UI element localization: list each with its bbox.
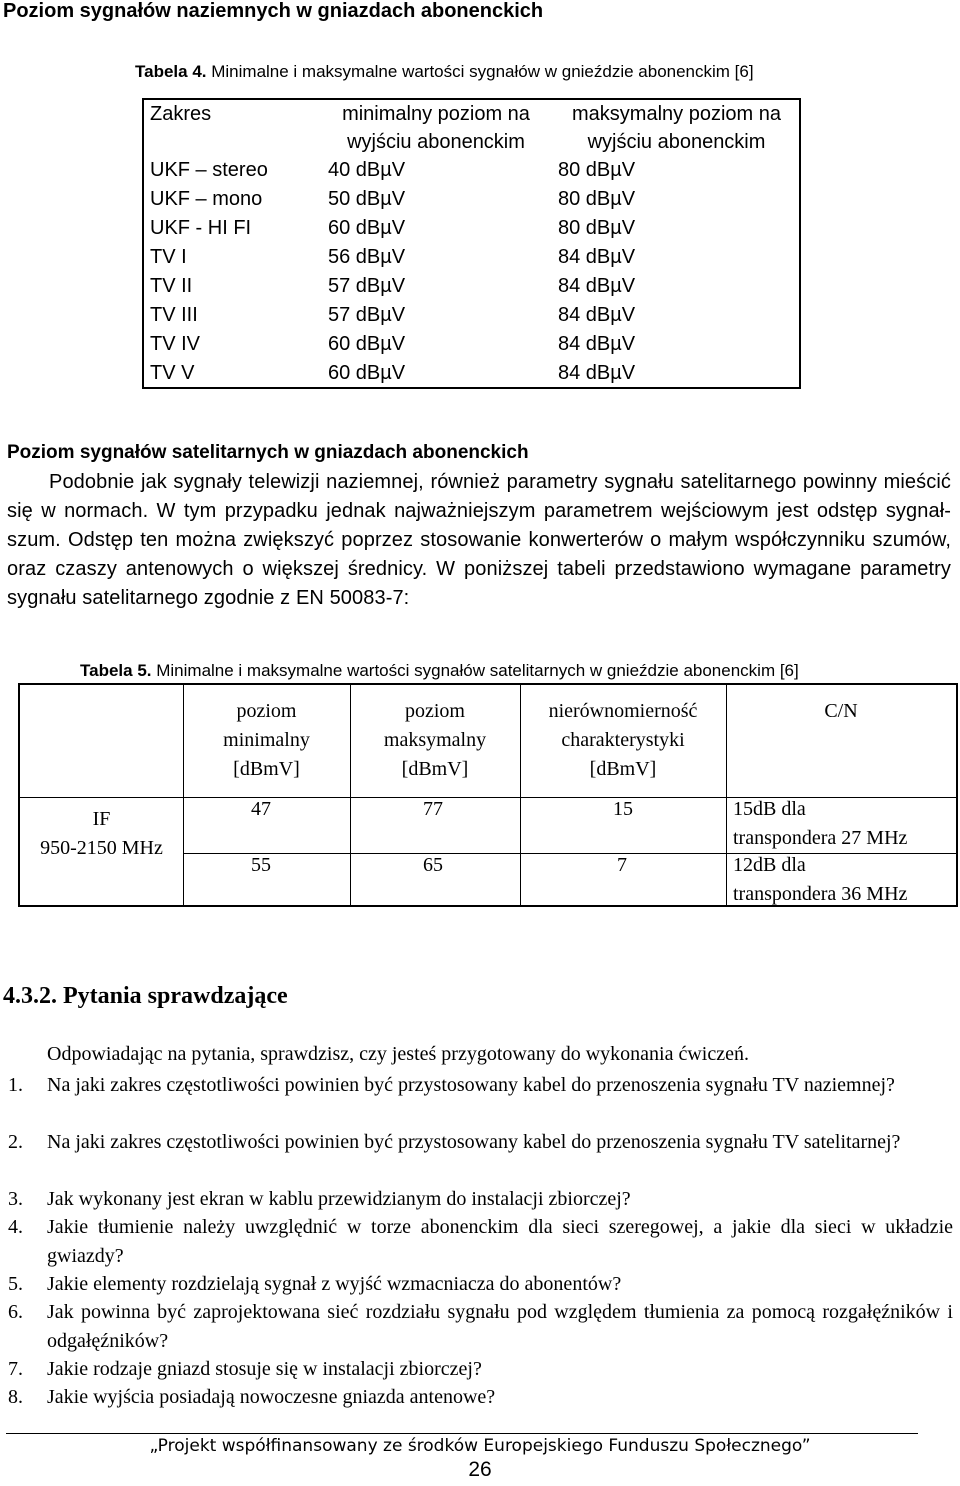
question-text: Jakie wyjścia posiadają nowoczesne gniazda antenowe?	[47, 1386, 496, 1408]
table5	[18, 683, 958, 907]
table4-cell-min: 60 dBµV	[328, 217, 406, 239]
table4-cell-min: 60 dBµV	[328, 362, 406, 384]
table5-cell-cn-line: 12dB dla	[733, 854, 806, 876]
table4-cell-min: 50 dBµV	[328, 188, 406, 210]
table5-cell-max: 65	[423, 854, 443, 876]
table5-cell-cn	[733, 795, 907, 853]
section-title-questions: 4.3.2. Pytania sprawdzające	[3, 983, 288, 1009]
table5-header-max-line: [dBmV]	[401, 758, 469, 780]
questions-intro: Odpowiadając na pytania, sprawdzisz, czy jesteś przygotowany do wykonania ćwiczeń.	[47, 1043, 749, 1065]
table4-header-max-2: wyjściu abonenckim	[587, 131, 766, 153]
question-number: 7.	[8, 1358, 23, 1380]
table4-caption-label: Tabela 4.	[135, 62, 207, 81]
table4-cell-max: 84 dBµV	[558, 362, 636, 384]
question-number: 6.	[8, 1301, 23, 1323]
table4-cell-range: TV I	[150, 246, 187, 268]
table5-cell-flat: 7	[617, 854, 627, 876]
section-title-terrestrial: Poziom sygnałów naziemnych w gniazdach abonenckich	[3, 0, 544, 22]
table5-cell-cn-line: 15dB dla	[733, 798, 806, 820]
table4-cell-max: 84 dBµV	[558, 333, 636, 355]
satellite-paragraph-text: Podobnie jak sygnały telewizji naziemnej, również parametry sygnału satelitarnego powinny mieścić się w normach. W tym przypadku jednak najważniejszym parametrem wejściowym jest odstęp sygnał-szum. Odstęp ten można zwiększyć poprzez stosowanie konwerterów o małym współczynniku szumów, oraz czaszy antenowych o większej średnicy. W poniższej tabeli przedstawiono wymagane parametry sygnału satelitarnego zgodnie z EN 50083-7:	[7, 471, 951, 609]
table4-cell-min: 40 dBµV	[328, 159, 406, 181]
footer-divider	[6, 1433, 918, 1434]
question-number: 3.	[8, 1188, 23, 1210]
table5-header-flat-line: charakterystyki	[561, 729, 685, 751]
table5-header-cn: C/N	[824, 700, 858, 722]
table4-cell-range: TV II	[150, 275, 193, 297]
table4-cell-min: 60 dBµV	[328, 333, 406, 355]
table5-cell-min: 55	[251, 854, 271, 876]
table5-cell-min: 47	[251, 798, 271, 820]
table4-cell-max: 84 dBµV	[558, 304, 636, 326]
question-number: 5.	[8, 1273, 23, 1295]
question-number: 1.	[8, 1074, 23, 1096]
table4-cell-max: 80 dBµV	[558, 188, 636, 210]
question-number: 4.	[8, 1216, 23, 1238]
table4-cell-range: TV IV	[150, 333, 201, 355]
table4-cell-max: 84 dBµV	[558, 246, 636, 268]
table4-cell-range: UKF – mono	[150, 188, 263, 210]
table5-row-label-line: 950-2150 MHz	[40, 837, 163, 859]
question-text: Jakie elementy rozdzielają sygnał z wyjść wzmacniacza do abonentów?	[47, 1273, 622, 1295]
table5-header-flat-line: [dBmV]	[589, 758, 657, 780]
question-text: Na jaki zakres częstotliwości powinien być przystosowany kabel do przenoszenia sygnału TV naziemnej?	[47, 1074, 895, 1096]
table5-header-max-line: maksymalny	[383, 729, 487, 751]
question-number: 8.	[8, 1386, 23, 1408]
table5-header-max-line: poziom	[405, 700, 465, 722]
table4-header-max-1: maksymalny poziom na	[572, 103, 781, 125]
table5-caption-text: Minimalne i maksymalne wartości sygnałów satelitarnych w gnieździe abonenckim [6]	[156, 661, 799, 680]
table5-header-min-line: poziom	[236, 700, 297, 722]
table4-cell-range: UKF - HI FI	[150, 217, 252, 239]
table4-cell-min: 57 dBµV	[328, 275, 406, 297]
question-text: Na jaki zakres częstotliwości powinien być przystosowany kabel do przenoszenia sygnału TV satelitarnej?	[47, 1131, 901, 1153]
table4-cell-max: 80 dBµV	[558, 159, 636, 181]
table5-header-flatness	[520, 697, 726, 784]
question-text: Jak powinna być zaprojektowana sieć rozdziału sygnału pod względem tłumienia za pomocą rozgałęźników i odgałęźników?	[47, 1301, 953, 1352]
table4-header-range: Zakres	[150, 103, 212, 125]
table5-caption	[80, 661, 799, 681]
page-number: 26	[468, 1458, 492, 1481]
table5-caption-label: Tabela 5.	[80, 661, 152, 680]
table4	[142, 98, 801, 389]
table5-header-max	[350, 697, 520, 784]
table5-cell-cn	[733, 851, 907, 909]
table4-header-min-2: wyjściu abonenckim	[347, 131, 525, 153]
table4-cell-max: 84 dBµV	[558, 275, 636, 297]
table4-cell-range: TV V	[150, 362, 195, 384]
table5-header-flat-line: nierównomierność	[548, 700, 698, 722]
table4-header-min-1: minimalny poziom na	[342, 103, 530, 125]
table5-header-min-line: minimalny	[223, 729, 310, 751]
table5-header-min-line: [dBmV]	[233, 758, 300, 780]
table5-cell-cn-line: transpondera 36 MHz	[733, 883, 908, 905]
satellite-paragraph	[7, 468, 951, 613]
table5-cell-max: 77	[423, 798, 443, 820]
question-text: Jakie tłumienie należy uwzględnić w torze abonenckim dla sieci szeregowej, a jakie dla sieci w układzie gwiazdy?	[47, 1216, 953, 1267]
table4-caption-text: Minimalne i maksymalne wartości sygnałów w gnieździe abonenckim [6]	[211, 62, 754, 81]
table5-row-label-line: IF	[92, 808, 111, 830]
table5-row-label	[20, 805, 183, 863]
table4-cell-max: 80 dBµV	[558, 217, 636, 239]
question-text: Jakie rodzaje gniazd stosuje się w instalacji zbiorczej?	[47, 1358, 482, 1380]
footer-text: „Projekt współfinansowany ze środków Europejskiego Funduszu Społecznego”	[149, 1436, 811, 1456]
table4-cell-min: 56 dBµV	[328, 246, 406, 268]
table5-cell-cn-line: transpondera 27 MHz	[733, 827, 908, 849]
question-text: Jak wykonany jest ekran w kablu przewidzianym do instalacji zbiorczej?	[47, 1188, 631, 1210]
table4-cell-range: TV III	[150, 304, 198, 326]
section-title-satellite: Poziom sygnałów satelitarnych w gniazdach abonenckich	[7, 442, 529, 463]
question-number: 2.	[8, 1131, 23, 1153]
table5-header-min	[183, 697, 350, 784]
table4-cell-min: 57 dBµV	[328, 304, 406, 326]
table4-cell-range: UKF – stereo	[150, 159, 268, 181]
table5-cell-flat: 15	[613, 798, 633, 820]
table4-caption	[135, 62, 754, 82]
